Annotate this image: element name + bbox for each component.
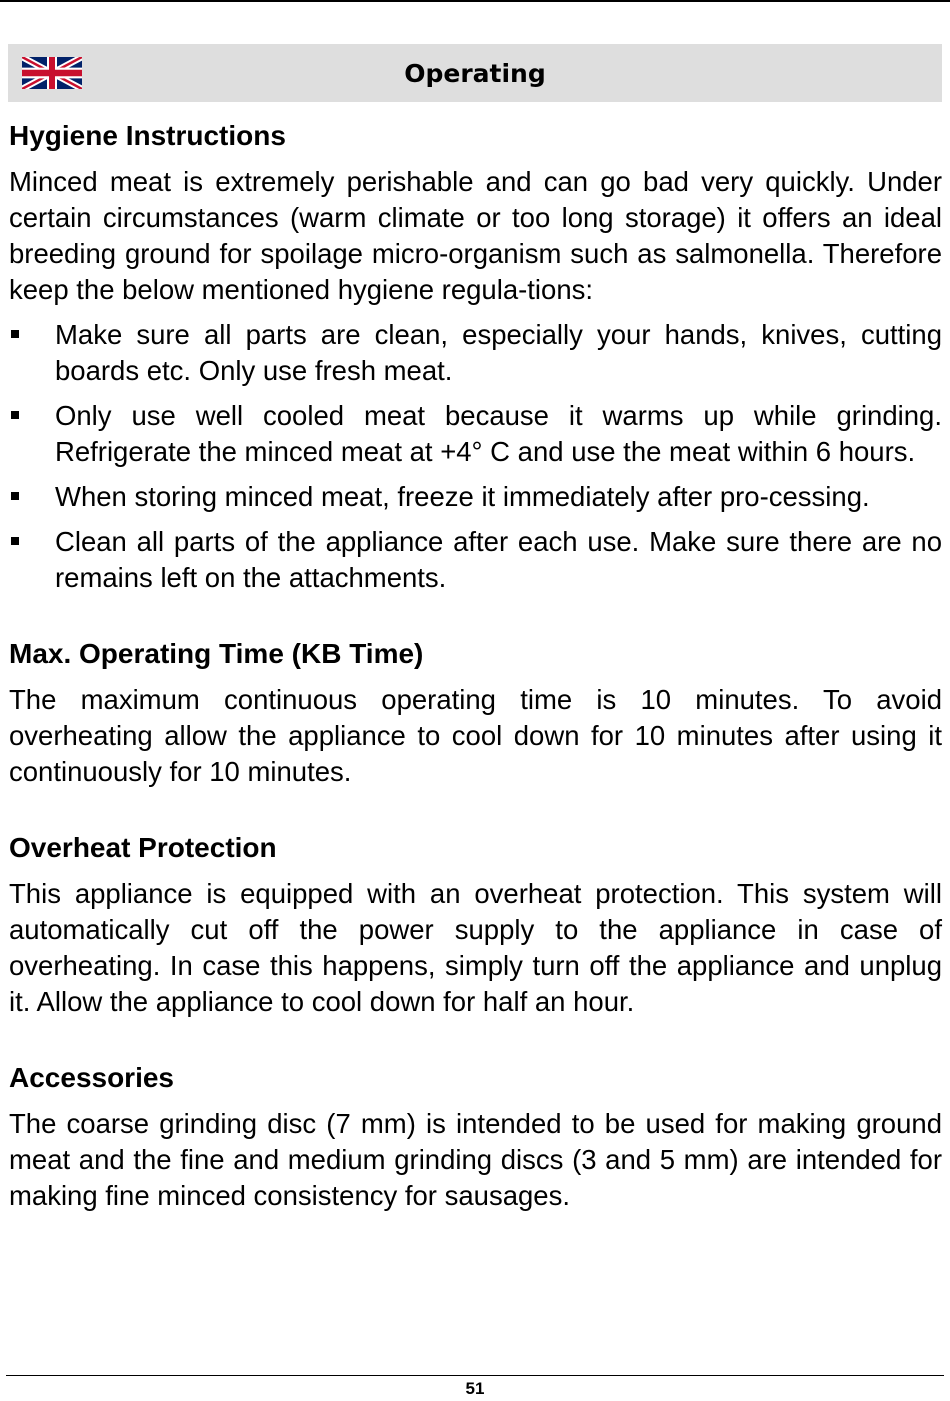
heading-hygiene: Hygiene Instructions (9, 120, 286, 151)
hygiene-intro: Minced meat is extremely perishable and can go bad very quickly. Under certain circumstances (warm climate or too long storage) it offers an ideal breeding ground for spoilage micro-organism such as salmonella. Therefore keep the below mentioned hygiene regula-tions: (9, 166, 942, 305)
bullet-square-icon (11, 537, 19, 545)
bullet-square-icon (11, 411, 19, 419)
heading-operating-time: Max. Operating Time (KB Time) (9, 638, 424, 669)
heading-accessories: Accessories (9, 1062, 175, 1093)
section-header-bar (8, 44, 942, 102)
section-title: Operating (404, 59, 546, 88)
overheat-protection-text: This appliance is equipped with an overheat protection. This system will automatically cut off the power supply to the appliance in case of overheating. In case this happens, simply turn off the appliance and unplug it. Allow the appliance to cool down for half an hour. (9, 878, 942, 1017)
page-content (9, 118, 942, 1214)
heading-overheat-protection: Overheat Protection (9, 832, 277, 863)
list-item-text: Make sure all parts are clean, especially your hands, knives, cutting boards etc. Only use fresh meat. (55, 319, 942, 386)
top-rule (0, 0, 950, 2)
list-item (9, 479, 942, 515)
operating-time-text: The maximum continuous operating time is 10 minutes. To avoid overheating allow the appliance to cool down for 10 minutes after using it continuously for 10 minutes. (9, 684, 942, 787)
bullet-square-icon (11, 330, 19, 338)
list-item (9, 398, 942, 470)
list-item-text: When storing minced meat, freeze it immediately after pro-cessing. (55, 481, 870, 512)
list-item-text: Clean all parts of the appliance after each use. Make sure there are no remains left on the attachments. (55, 526, 942, 593)
footer-rule (6, 1375, 944, 1376)
page-number: 51 (465, 1379, 485, 1398)
hygiene-list (9, 317, 942, 596)
bullet-square-icon (11, 492, 19, 500)
accessories-text: The coarse grinding disc (7 mm) is intended to be used for making ground meat and the fine and medium grinding discs (3 and 5 mm) are intended for making fine minced consistency for sausages. (9, 1108, 942, 1211)
list-item (9, 317, 942, 389)
list-item-text: Only use well cooled meat because it warms up while grinding. Refrigerate the minced meat at +4° C and use the meat within 6 hours. (55, 400, 942, 467)
list-item (9, 524, 942, 596)
